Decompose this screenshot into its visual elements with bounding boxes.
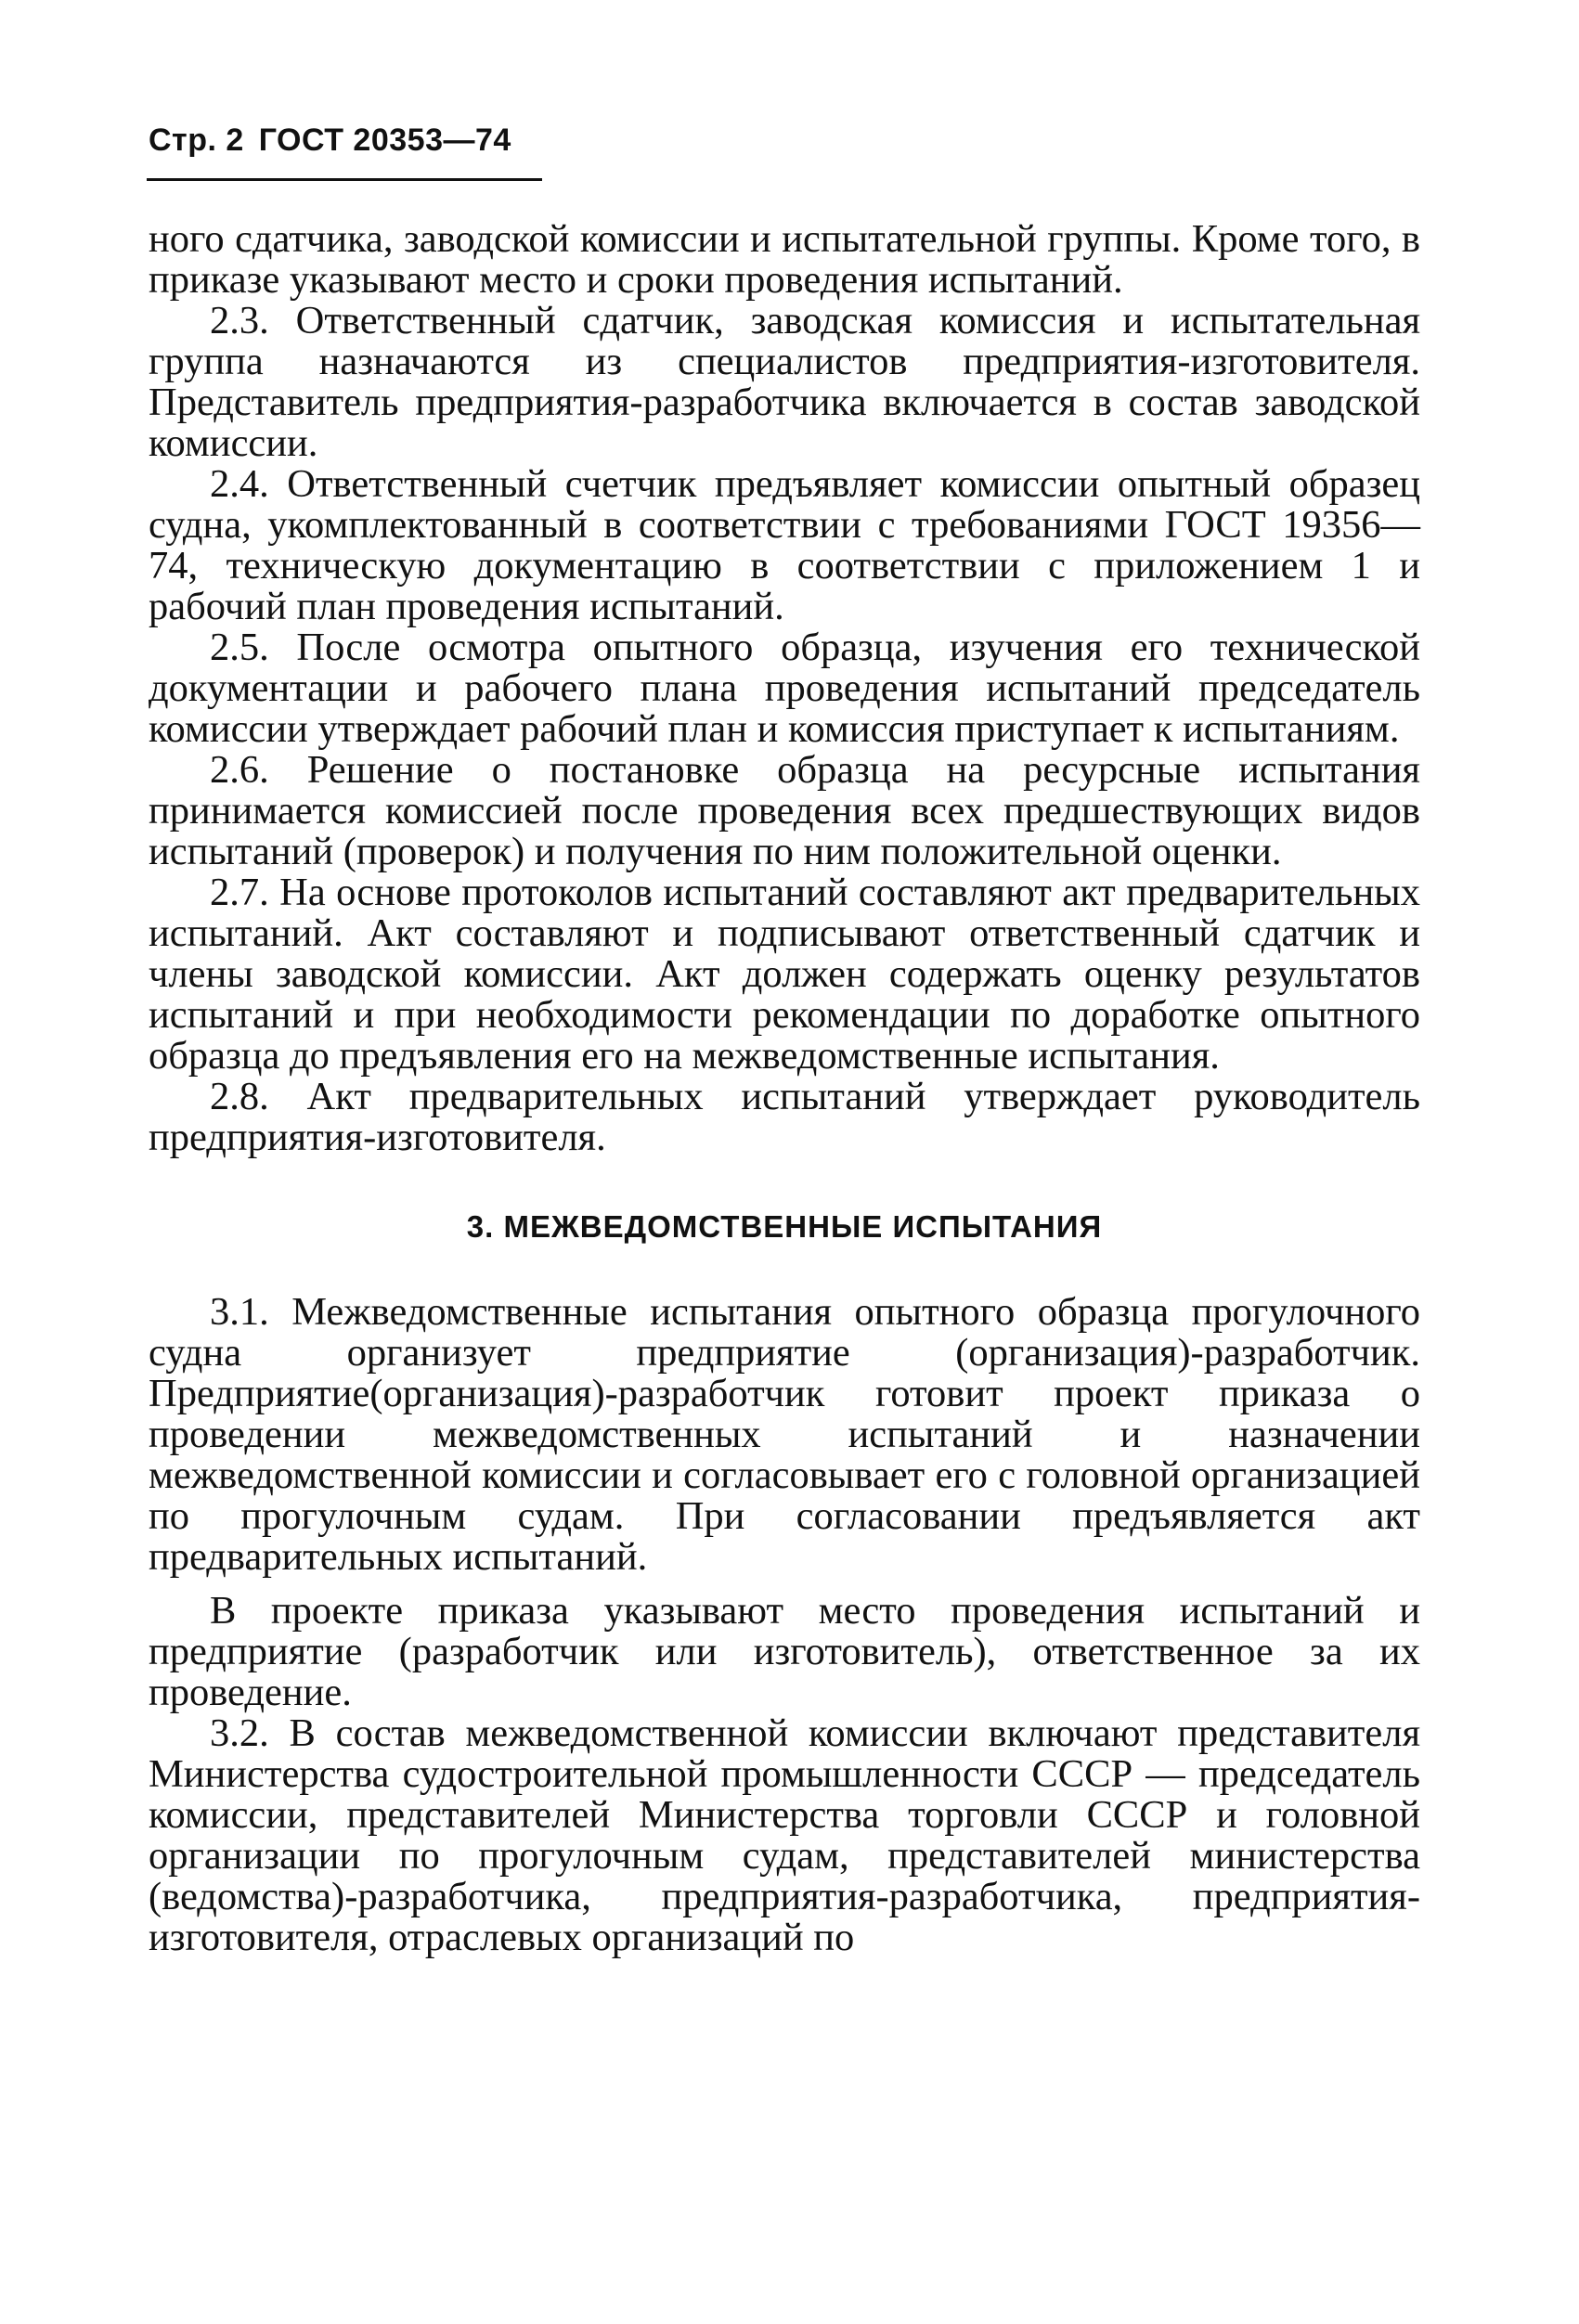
paragraph-3-2: 3.2. В состав межведомственной комиссии включают представителя Министерства судостроительной промышленности СССР — председатель комиссии, представителей Министерства торговли СССР и головной организации по прогулочным судам, представителей министерства (ведомства)-разработчика, предприятия-разработчика, предприятия-изготовителя, отраслевых организаций по	[149, 1711, 1420, 1959]
paragraph-3-1-order: В проекте приказа указывают место проведения испытаний и предприятие (разработчик или изготовитель), ответственное за их проведение.	[149, 1589, 1420, 1714]
section-heading: 3. МЕЖВЕДОМСТВЕННЫЕ ИСПЫТАНИЯ	[466, 1209, 1103, 1244]
page-number: Стр. 2	[149, 123, 244, 158]
paragraph-2-8: 2.8. Акт предварительных испытаний утверждает руководитель предприятия-изготовителя.	[149, 1075, 1420, 1159]
document-body	[149, 219, 1420, 1958]
paragraph-3-1: 3.1. Межведомственные испытания опытного образца прогулочного судна организует предприятие (организация)-разработчик. Предприятие(организация)-разработчик готовит проект приказа о проведении межведомственных испытаний и назначении межведомственной комиссии и согласовывает его с головной организацией по прогулочным судам. При согласовании предъявляется акт предварительных испытаний.	[149, 1290, 1420, 1579]
paragraph-2-4: 2.4. Ответственный счетчик предъявляет комиссии опытный образец судна, укомплектованный в соответствии с требованиями ГОСТ 19356—74, техническую документацию в соответствии с приложением 1 и рабочий план проведения испытаний.	[149, 462, 1420, 628]
header-divider	[147, 178, 542, 181]
paragraph-continuation: ного сдатчика, заводской комиссии и испытательной группы. Кроме того, в приказе указывают место и сроки проведения испытаний.	[149, 217, 1420, 302]
paragraph-2-6: 2.6. Решение о постановке образца на ресурсные испытания принимается комиссией после проведения всех предшествующих видов испытаний (проверок) и получения по ним положительной оценки.	[149, 748, 1420, 873]
paragraph-2-5: 2.5. После осмотра опытного образца, изучения его технической документации и рабочего плана проведения испытаний председатель комиссии утверждает рабочий план и комиссия приступает к испытаниям.	[149, 626, 1420, 751]
paragraph-2-3: 2.3. Ответственный сдатчик, заводская комиссия и испытательная группа назначаются из специалистов предприятия-изготовителя. Представитель предприятия-разработчика включается в состав заводской комиссии.	[149, 299, 1420, 465]
paragraph-2-7: 2.7. На основе протоколов испытаний составляют акт предварительных испытаний. Акт составляют и подписывают ответственный сдатчик и члены заводской комиссии. Акт должен содержать оценку результатов испытаний и при необходимости рекомендации по доработке опытного образца до предъявления его на межведомственные испытания.	[149, 871, 1420, 1078]
page-header	[149, 123, 511, 159]
standard-number: ГОСТ 20353—74	[258, 123, 511, 158]
